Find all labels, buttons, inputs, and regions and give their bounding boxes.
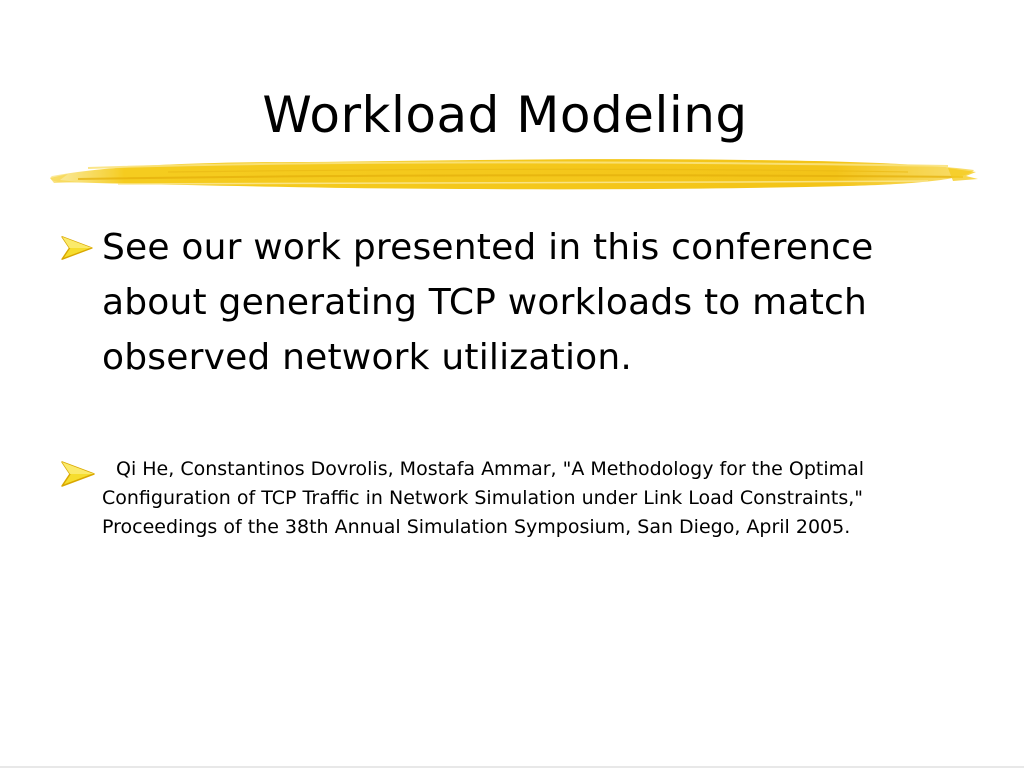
citation-body: Qi He, Constantinos Dovrolis, Mostafa Ammar, "A Methodology for the Optimal Configuration of TCP Traffic in Network Simulation under Link Load Constraints," Proceedings of the 38th Annual Simulation Symposium, San Diego, April 2005. (102, 458, 865, 538)
slide-title: Workload Modeling (262, 86, 748, 144)
bullet-text: See our work presented in this conference about generating TCP workloads to match observed network utilization. (102, 227, 874, 378)
citation-text (102, 455, 962, 542)
arrow-bullet-icon (60, 234, 94, 262)
arrow-bullet-icon (60, 459, 96, 489)
yellow-brush-underline (48, 148, 978, 198)
bullet-item (60, 220, 940, 385)
bullet-item (60, 455, 940, 542)
